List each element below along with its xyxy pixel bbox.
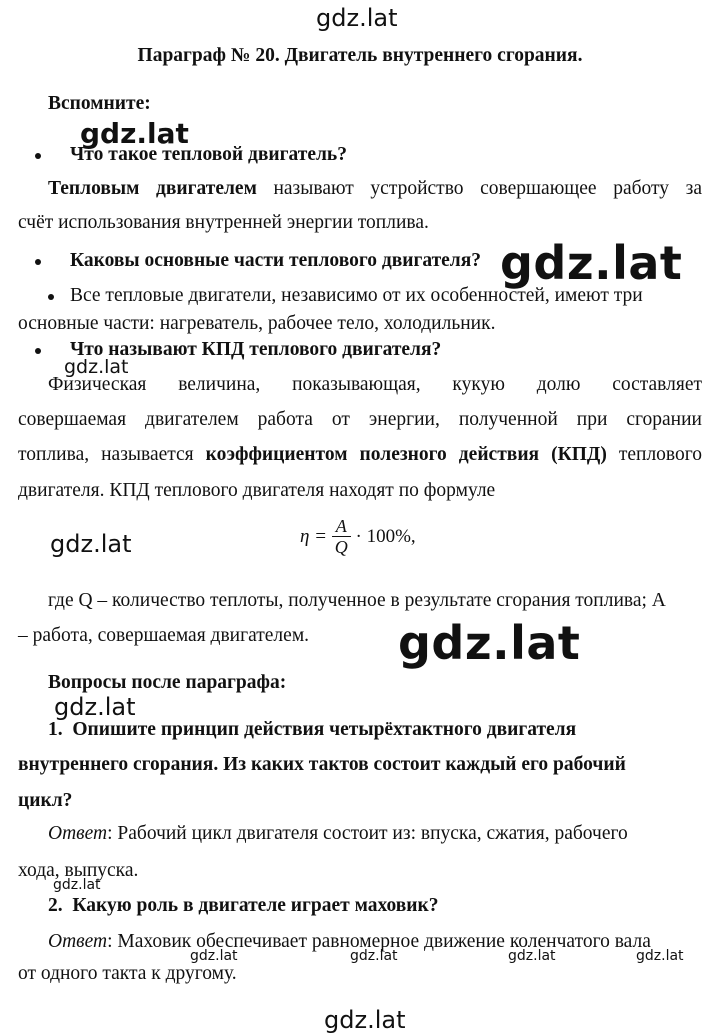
watermark-bottom-row: gdz.lat [508,948,556,964]
watermark-center-large: gdz.lat [398,616,581,670]
watermark-near-questions: gdz.lat [54,693,136,721]
answer-engine-parts-line2: основные части: нагреватель, рабочее тело, холодильник. [18,313,496,334]
watermark-bottom: gdz.lat [324,1006,406,1034]
questions-heading: Вопросы после параграфа: [48,672,287,693]
watermark-right-large: gdz.lat [500,236,683,290]
answer-heat-engine-line1: Тепловым двигателем называют устройство совершающее работу за [48,178,702,199]
formula-fraction: $\frac{A}{Q}$ [332,516,351,557]
watermark-near-efficiency: gdz.lat [64,356,129,378]
efficiency-formula: η = $\frac{A}{Q}$ · 100%, [300,516,416,557]
bullet-icon [48,294,54,300]
answer-efficiency-line4: двигателя. КПД теплового двигателя находят по формуле [18,480,496,501]
answer-heat-engine-line2: счёт использования внутренней энергии топлива. [18,212,429,233]
answer-2-line2: от одного такта к другому. [18,963,237,984]
watermark-near-recall: gdz.lat [80,117,189,150]
watermark-near-formula: gdz.lat [50,530,132,558]
formula-note-line2: – работа, совершаемая двигателем. [18,625,310,646]
question-1-line2: внутреннего сгорания. Из каких тактов состоит каждый его рабочий [18,754,626,775]
answer-1-line2: хода, выпуска. [18,860,139,881]
watermark-top: gdz.lat [316,4,398,32]
watermark-bottom-row: gdz.lat [350,948,398,964]
answer-1-line1: Ответ: Рабочий цикл двигателя состоит из: впуска, сжатия, рабочего [48,823,628,844]
bullet-icon [35,348,41,354]
bullet-icon [35,259,41,265]
question-engine-parts: Каковы основные части теплового двигателя? [70,250,482,271]
page-title: Параграф № 20. Двигатель внутреннего сгорания. [137,45,583,66]
recall-heading: Вспомните: [48,93,151,114]
question-2: 2. Какую роль в двигателе играет маховик? [48,895,439,916]
question-1-line1: 1. Опишите принцип действия четырёхтактного двигателя [48,719,577,740]
answer-engine-parts-line1: Все тепловые двигатели, независимо от их особенностей, имеют три [70,285,643,306]
answer-efficiency-line3: топлива, называется коэффициентом полезного действия (КПД) теплового [18,444,703,465]
watermark-bottom-row: gdz.lat [190,948,238,964]
answer-efficiency-line2: совершаемая двигателем работа от энергии, полученной при сгорании [18,409,702,430]
question-efficiency: Что называют КПД теплового двигателя? [70,339,442,360]
watermark-bottom-row: gdz.lat [636,948,684,964]
watermark-near-answer: gdz.lat [53,877,101,893]
formula-note-line1: где Q – количество теплоты, полученное в результате сгорания топлива; А [48,590,666,611]
bullet-icon [35,153,41,159]
answer-efficiency-line1: Физическая величина, показывающая, кукую долю составляет [48,374,702,395]
answer-2-line1: Ответ: Маховик обеспечивает равномерное движение коленчатого вала [48,931,651,952]
question-1-line3: цикл? [18,790,73,811]
question-heat-engine: Что такое тепловой двигатель? [70,144,347,165]
